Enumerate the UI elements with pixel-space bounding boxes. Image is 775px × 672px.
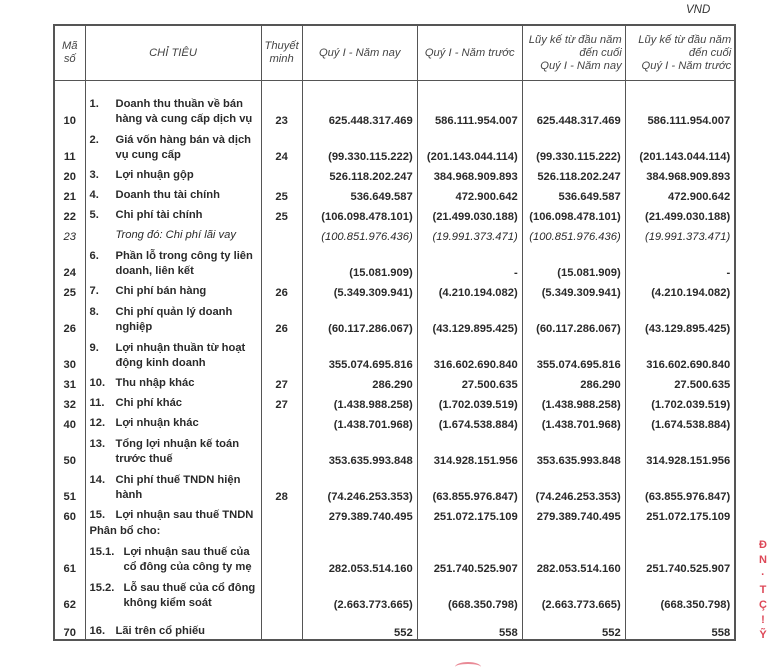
row-cum-previous: (43.129.895.425) bbox=[625, 299, 735, 335]
table-row bbox=[54, 183, 735, 203]
header-cum-previous bbox=[625, 25, 735, 81]
row-note: 25 bbox=[261, 183, 302, 203]
red-seal-fragment bbox=[455, 662, 481, 672]
row-note bbox=[261, 335, 302, 371]
row-note: 27 bbox=[261, 391, 302, 411]
row-item bbox=[85, 431, 261, 467]
row-item-label: Chi phí tài chính bbox=[115, 209, 203, 221]
row-cum-current: 279.389.740.495 bbox=[522, 503, 625, 523]
row-code: 20 bbox=[54, 163, 85, 183]
row-item-label: Doanh thu tài chính bbox=[115, 189, 220, 201]
row-item-number: 14. bbox=[89, 474, 106, 486]
row-item-label: Trong đó: Chi phí lãi vay bbox=[115, 229, 236, 241]
row-item bbox=[85, 299, 261, 335]
row-item-number: 15. bbox=[89, 509, 106, 521]
row-code: 61 bbox=[54, 539, 85, 575]
row-q1-current: 526.118.202.247 bbox=[302, 163, 417, 183]
row-note: 27 bbox=[261, 371, 302, 391]
row-code: 22 bbox=[54, 203, 85, 223]
row-q1-previous: - bbox=[417, 243, 522, 279]
row-cum-previous: 316.602.690.840 bbox=[625, 335, 735, 371]
row-cum-previous bbox=[625, 523, 735, 539]
row-cum-previous: (668.350.798) bbox=[625, 575, 735, 611]
row-q1-previous: 251.740.525.907 bbox=[417, 539, 522, 575]
row-code: 23 bbox=[54, 223, 85, 243]
row-item-label: Lãi trên cổ phiếu bbox=[115, 625, 206, 637]
header-note: Thuyết minh bbox=[261, 25, 302, 81]
row-item-number: 11. bbox=[89, 397, 105, 409]
row-item-number: 7. bbox=[89, 285, 99, 297]
row-item-label: Tổng lợi nhuận kế toán trước thuế bbox=[115, 438, 240, 465]
row-cum-previous: 314.928.151.956 bbox=[625, 431, 735, 467]
row-q1-previous: 251.072.175.109 bbox=[417, 503, 522, 523]
income-statement-table bbox=[53, 24, 736, 641]
row-item-number: 8. bbox=[89, 306, 99, 318]
row-item bbox=[85, 279, 261, 299]
row-item-label: Phân bổ cho: bbox=[89, 525, 161, 537]
row-cum-previous: (4.210.194.082) bbox=[625, 279, 735, 299]
row-cum-current: (74.246.253.353) bbox=[522, 467, 625, 503]
row-item bbox=[85, 183, 261, 203]
row-code: 40 bbox=[54, 411, 85, 431]
table-row bbox=[54, 503, 735, 523]
row-cum-current: 526.118.202.247 bbox=[522, 163, 625, 183]
row-item-label: Chi phí thuế TNDN hiện hành bbox=[115, 474, 241, 501]
row-item bbox=[85, 523, 261, 539]
row-code: 31 bbox=[54, 371, 85, 391]
row-item-label: Lỗ sau thuế của cổ đông không kiểm soát bbox=[123, 582, 256, 609]
row-item-number: 6. bbox=[89, 250, 99, 262]
row-code: 70 bbox=[54, 611, 85, 640]
row-q1-previous: (63.855.976.847) bbox=[417, 467, 522, 503]
row-cum-current: 355.074.695.816 bbox=[522, 335, 625, 371]
row-note: 28 bbox=[261, 467, 302, 503]
table-row bbox=[54, 611, 735, 640]
row-item bbox=[85, 411, 261, 431]
row-cum-current: (5.349.309.941) bbox=[522, 279, 625, 299]
row-q1-current: (99.330.115.222) bbox=[302, 127, 417, 163]
row-cum-previous: - bbox=[625, 243, 735, 279]
row-item bbox=[85, 371, 261, 391]
row-note bbox=[261, 503, 302, 523]
row-code: 24 bbox=[54, 243, 85, 279]
row-cum-current: (60.117.286.067) bbox=[522, 299, 625, 335]
table-row bbox=[54, 539, 735, 575]
table-row bbox=[54, 411, 735, 431]
row-cum-current: 282.053.514.160 bbox=[522, 539, 625, 575]
row-cum-previous: 27.500.635 bbox=[625, 371, 735, 391]
row-note: 25 bbox=[261, 203, 302, 223]
row-note: 26 bbox=[261, 299, 302, 335]
row-q1-current: (74.246.253.353) bbox=[302, 467, 417, 503]
row-item-label: Lợi nhuận sau thuế TNDN bbox=[115, 509, 254, 521]
row-q1-current: (106.098.478.101) bbox=[302, 203, 417, 223]
table-row bbox=[54, 371, 735, 391]
row-q1-previous: 314.928.151.956 bbox=[417, 431, 522, 467]
row-item bbox=[85, 203, 261, 223]
row-cum-current: (1.438.988.258) bbox=[522, 391, 625, 411]
row-q1-previous: (668.350.798) bbox=[417, 575, 522, 611]
currency-label: VND bbox=[686, 4, 711, 16]
row-item-number: 2. bbox=[89, 134, 99, 146]
row-item bbox=[85, 539, 261, 575]
row-item-number: 4. bbox=[89, 189, 99, 201]
row-item-number: 16. bbox=[89, 625, 106, 637]
row-item-number: 5. bbox=[89, 209, 99, 221]
row-q1-current: (100.851.976.436) bbox=[302, 223, 417, 243]
row-item bbox=[85, 223, 261, 243]
row-code: 60 bbox=[54, 503, 85, 523]
row-item bbox=[85, 503, 261, 523]
row-q1-current: (1.438.701.968) bbox=[302, 411, 417, 431]
row-cum-current: 625.448.317.469 bbox=[522, 91, 625, 127]
table-row bbox=[54, 335, 735, 371]
header-cum-current-line2: đến cuối bbox=[579, 46, 622, 59]
row-item-number: 10. bbox=[89, 377, 106, 389]
row-note: 24 bbox=[261, 127, 302, 163]
row-code bbox=[54, 523, 85, 539]
row-q1-previous: 27.500.635 bbox=[417, 371, 522, 391]
row-item-label: Lợi nhuận gộp bbox=[115, 169, 194, 181]
table-body bbox=[54, 81, 735, 641]
row-cum-previous: (201.143.044.114) bbox=[625, 127, 735, 163]
row-q1-previous: 384.968.909.893 bbox=[417, 163, 522, 183]
row-code: 32 bbox=[54, 391, 85, 411]
row-cum-previous: 586.111.954.007 bbox=[625, 91, 735, 127]
table-row bbox=[54, 299, 735, 335]
row-item-number: 13. bbox=[89, 438, 106, 450]
row-item-label: Lợi nhuận khác bbox=[115, 417, 199, 429]
row-item bbox=[85, 467, 261, 503]
row-item-number: 15.1. bbox=[89, 546, 115, 558]
row-item-number: 9. bbox=[89, 342, 99, 354]
row-item bbox=[85, 611, 261, 640]
row-q1-current: (2.663.773.665) bbox=[302, 575, 417, 611]
row-item-label: Chi phí quản lý doanh nghiệp bbox=[115, 306, 233, 333]
row-cum-previous: 472.900.642 bbox=[625, 183, 735, 203]
row-q1-current: 625.448.317.469 bbox=[302, 91, 417, 127]
row-cum-current: (99.330.115.222) bbox=[522, 127, 625, 163]
row-code: 62 bbox=[54, 575, 85, 611]
table-row bbox=[54, 91, 735, 127]
row-cum-current: (106.098.478.101) bbox=[522, 203, 625, 223]
row-item bbox=[85, 127, 261, 163]
row-q1-current: (15.081.909) bbox=[302, 243, 417, 279]
row-cum-previous: (1.702.039.519) bbox=[625, 391, 735, 411]
row-item bbox=[85, 91, 261, 127]
header-cum-current-line1: Lũy kế từ đầu năm bbox=[528, 33, 622, 46]
row-q1-current: 286.290 bbox=[302, 371, 417, 391]
row-cum-current: (1.438.701.968) bbox=[522, 411, 625, 431]
row-cum-previous: (19.991.373.471) bbox=[625, 223, 735, 243]
spacer-row bbox=[54, 81, 735, 92]
row-item bbox=[85, 243, 261, 279]
row-item-number: 1. bbox=[89, 98, 99, 110]
row-item-number: 12. bbox=[89, 417, 106, 429]
header-q1-previous: Quý I - Năm trước bbox=[417, 25, 522, 81]
row-item-label: Phần lỗ trong công ty liên doanh, liên kết bbox=[115, 250, 253, 277]
header-code: Mã số bbox=[54, 25, 85, 81]
row-code: 11 bbox=[54, 127, 85, 163]
row-cum-current: (100.851.976.436) bbox=[522, 223, 625, 243]
row-cum-previous: 251.072.175.109 bbox=[625, 503, 735, 523]
row-q1-current: 282.053.514.160 bbox=[302, 539, 417, 575]
table-row bbox=[54, 467, 735, 503]
row-q1-current: 353.635.993.848 bbox=[302, 431, 417, 467]
row-q1-previous: 472.900.642 bbox=[417, 183, 522, 203]
header-item: CHỈ TIÊU bbox=[85, 25, 261, 81]
row-item-label: Chi phí khác bbox=[115, 397, 183, 409]
row-code: 26 bbox=[54, 299, 85, 335]
row-code: 50 bbox=[54, 431, 85, 467]
row-note bbox=[261, 223, 302, 243]
row-code: 25 bbox=[54, 279, 85, 299]
row-cum-current bbox=[522, 523, 625, 539]
row-q1-previous: (19.991.373.471) bbox=[417, 223, 522, 243]
row-q1-current: (5.349.309.941) bbox=[302, 279, 417, 299]
row-item bbox=[85, 575, 261, 611]
header-cum-current-line3: Quý I - Năm nay bbox=[540, 59, 622, 72]
row-note bbox=[261, 575, 302, 611]
row-item-number: 3. bbox=[89, 169, 99, 181]
row-cum-current: 536.649.587 bbox=[522, 183, 625, 203]
row-q1-current: 279.389.740.495 bbox=[302, 503, 417, 523]
table-row bbox=[54, 223, 735, 243]
row-note bbox=[261, 163, 302, 183]
table-row bbox=[54, 523, 735, 539]
row-code: 51 bbox=[54, 467, 85, 503]
row-note bbox=[261, 243, 302, 279]
row-note: 26 bbox=[261, 279, 302, 299]
row-code: 21 bbox=[54, 183, 85, 203]
table-row bbox=[54, 127, 735, 163]
row-item-number: 15.2. bbox=[89, 582, 115, 594]
row-q1-previous: (43.129.895.425) bbox=[417, 299, 522, 335]
table-row bbox=[54, 391, 735, 411]
row-item-label: Chi phí bán hàng bbox=[115, 285, 207, 297]
row-cum-current: 353.635.993.848 bbox=[522, 431, 625, 467]
row-note bbox=[261, 431, 302, 467]
row-cum-current: (15.081.909) bbox=[522, 243, 625, 279]
row-q1-previous: (1.674.538.884) bbox=[417, 411, 522, 431]
row-q1-previous: (201.143.044.114) bbox=[417, 127, 522, 163]
red-stamp-mark: Đ N · T Ç ! Ỹ bbox=[759, 539, 767, 641]
row-q1-previous: 558 bbox=[417, 611, 522, 640]
row-q1-previous: 316.602.690.840 bbox=[417, 335, 522, 371]
header-cum-previous-line2: đến cuối bbox=[688, 46, 732, 59]
row-note: 23 bbox=[261, 91, 302, 127]
row-note bbox=[261, 411, 302, 431]
table-header-row bbox=[54, 25, 735, 81]
row-item-label: Doanh thu thuần về bán hàng và cung cấp dịch vụ bbox=[115, 98, 253, 125]
row-cum-current: 286.290 bbox=[522, 371, 625, 391]
row-item-label: Giá vốn hàng bán và dịch vụ cung cấp bbox=[115, 134, 252, 161]
table-row bbox=[54, 163, 735, 183]
header-q1-current: Quý I - Năm nay bbox=[302, 25, 417, 81]
row-code: 10 bbox=[54, 91, 85, 127]
row-cum-previous: (63.855.976.847) bbox=[625, 467, 735, 503]
row-cum-previous: 251.740.525.907 bbox=[625, 539, 735, 575]
row-cum-previous: (21.499.030.188) bbox=[625, 203, 735, 223]
row-q1-current: (60.117.286.067) bbox=[302, 299, 417, 335]
header-cum-current bbox=[522, 25, 625, 81]
table-row bbox=[54, 575, 735, 611]
row-code: 30 bbox=[54, 335, 85, 371]
row-item-label: Lợi nhuận thuần từ hoạt động kinh doanh bbox=[115, 342, 246, 369]
row-item bbox=[85, 335, 261, 371]
row-q1-previous: (1.702.039.519) bbox=[417, 391, 522, 411]
row-cum-current: (2.663.773.665) bbox=[522, 575, 625, 611]
row-cum-current: 552 bbox=[522, 611, 625, 640]
row-cum-previous: 384.968.909.893 bbox=[625, 163, 735, 183]
table-row bbox=[54, 243, 735, 279]
row-q1-previous bbox=[417, 523, 522, 539]
row-q1-previous: (21.499.030.188) bbox=[417, 203, 522, 223]
header-cum-previous-line1: Lũy kế từ đầu năm bbox=[638, 33, 732, 46]
row-q1-previous: 586.111.954.007 bbox=[417, 91, 522, 127]
row-item bbox=[85, 163, 261, 183]
header-cum-previous-line3: Quý I - Năm trước bbox=[641, 59, 732, 72]
row-note bbox=[261, 523, 302, 539]
row-item-label: Lợi nhuận sau thuế của cổ đông của công ty mẹ bbox=[123, 546, 252, 573]
row-q1-current: (1.438.988.258) bbox=[302, 391, 417, 411]
table-row bbox=[54, 203, 735, 223]
row-cum-previous: (1.674.538.884) bbox=[625, 411, 735, 431]
row-q1-current: 552 bbox=[302, 611, 417, 640]
row-item bbox=[85, 391, 261, 411]
table-row bbox=[54, 431, 735, 467]
row-note bbox=[261, 539, 302, 575]
row-note bbox=[261, 611, 302, 640]
row-q1-previous: (4.210.194.082) bbox=[417, 279, 522, 299]
row-q1-current: 355.074.695.816 bbox=[302, 335, 417, 371]
row-q1-current: 536.649.587 bbox=[302, 183, 417, 203]
table-row bbox=[54, 279, 735, 299]
row-cum-previous: 558 bbox=[625, 611, 735, 640]
row-q1-current bbox=[302, 523, 417, 539]
row-item-label: Thu nhập khác bbox=[115, 377, 195, 389]
